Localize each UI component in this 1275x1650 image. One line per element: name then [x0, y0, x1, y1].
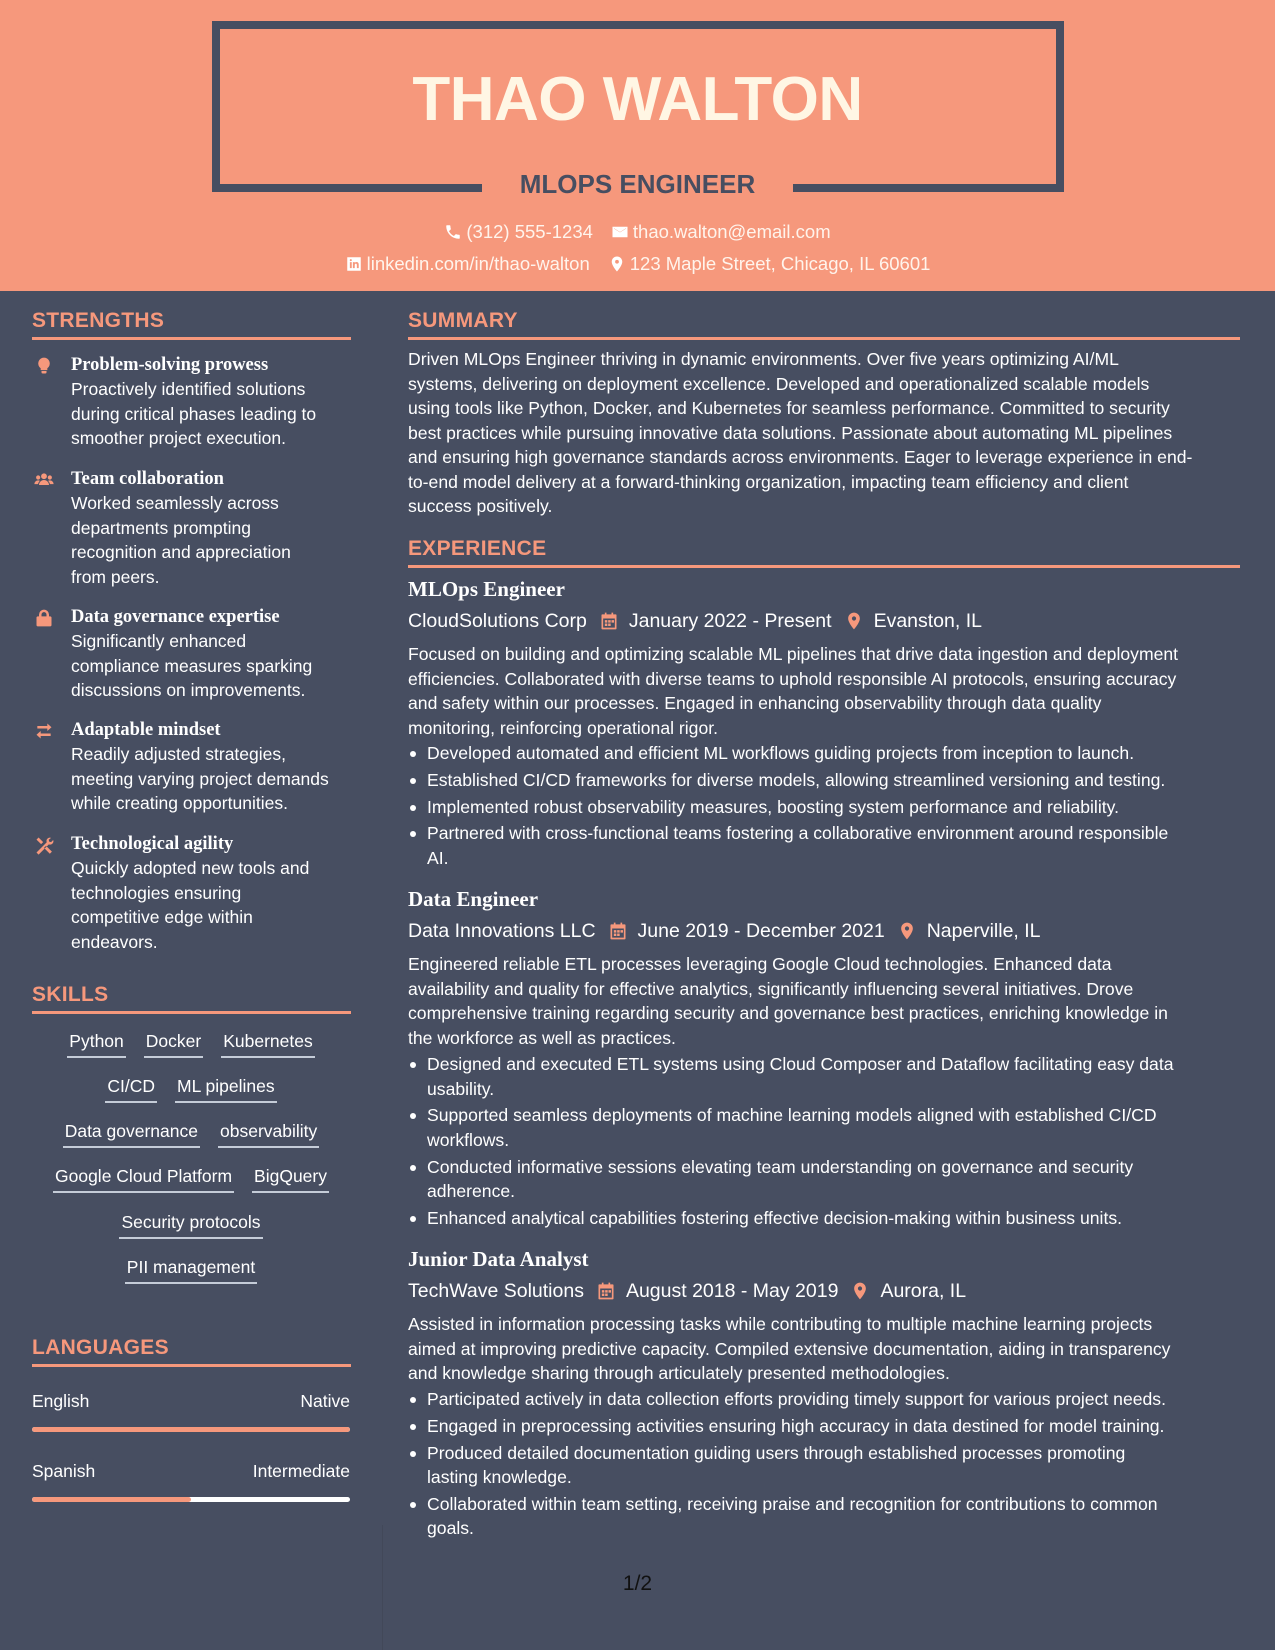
skills-row: [32, 1256, 350, 1284]
skills-row: [32, 1165, 350, 1193]
location-pin-icon: [850, 1281, 870, 1301]
bullet-item: [408, 1052, 1240, 1101]
exchange-arrows-icon: [34, 721, 54, 741]
calendar-icon: [608, 921, 628, 941]
desc-line: meeting varying project demands: [71, 768, 329, 789]
job-dates: August 2018 - May 2019: [625, 1280, 839, 1302]
languages-heading: LANGUAGES: [32, 1336, 169, 1359]
desc-line: aimed at improving predictive capacity. Compiled extensive documentation, aiding in transparency: [408, 1338, 1171, 1359]
job-location: Aurora, IL: [880, 1280, 967, 1302]
skill-tag: Python: [67, 1030, 125, 1058]
company-name: TechWave Solutions: [408, 1280, 584, 1302]
job-description: [408, 952, 1240, 1050]
desc-line: and knowledge sharing through articulately presented methodologies.: [408, 1363, 950, 1383]
desc-line: Proactively identified solutions: [71, 379, 306, 399]
users-icon: [34, 470, 54, 490]
desc-line: Engineered reliable ETL processes leveraging Google Cloud technologies. Enhanced data: [408, 954, 1112, 974]
calendar-icon: [599, 611, 619, 631]
contact-phone[interactable]: [444, 219, 593, 245]
bullet-item: [408, 1387, 1240, 1412]
calendar-icon: [596, 1281, 616, 1301]
strength-description: [71, 491, 352, 589]
bullet-line: Established CI/CD frameworks for diverse models, allowing streamlined versioning and testing.: [427, 769, 1166, 790]
desc-line: while creating opportunities.: [71, 793, 288, 813]
strength-title: Data governance expertise: [71, 607, 280, 627]
strengths-heading: STRENGTHS: [32, 309, 165, 332]
company-name: CloudSolutions Corp: [408, 610, 587, 632]
desc-line: and safety within our processes. Engaged in enhancing observability through data quality: [408, 693, 1102, 713]
job-title: MLOps Engineer: [408, 577, 565, 601]
language-level: Native: [300, 1391, 350, 1411]
language-item: [32, 1389, 350, 1432]
location-pin-icon: [608, 255, 626, 273]
skill-tag: Data governance: [63, 1120, 200, 1148]
strength-title: Problem-solving prowess: [71, 355, 269, 375]
language-name: Spanish: [32, 1461, 96, 1481]
bullet-line: Implemented robust observability measures, boosting system performance and reliability.: [427, 796, 1120, 817]
desc-line: smoother project execution.: [71, 428, 286, 448]
job-meta: [408, 1278, 966, 1304]
skills-row: [32, 1120, 350, 1148]
job-title: Junior Data Analyst: [408, 1247, 589, 1271]
bullet-line: Designed and executed ETL systems using Cloud Composer and Dataflow facilitating easy data: [427, 1054, 1174, 1074]
page-number: 1/2: [622, 1572, 653, 1595]
bullet-item: [408, 1441, 1240, 1490]
desc-line: from peers.: [71, 566, 160, 587]
bullet-item: [408, 1155, 1240, 1204]
summary-line: Driven MLOps Engineer thriving in dynamic environments. Over five years optimizing AI/ML: [408, 349, 1119, 369]
bullet-item: [408, 1414, 1240, 1439]
experience-heading: EXPERIENCE: [408, 537, 547, 560]
strength-item: [32, 353, 352, 451]
strength-item: [32, 832, 352, 954]
job-title: Data Engineer: [408, 887, 539, 911]
bullet-item: [408, 1206, 1240, 1231]
skill-tag: observability: [218, 1120, 319, 1148]
email-icon: [611, 223, 629, 241]
desc-line: recognition and appreciation: [71, 542, 291, 562]
bullet-item: [408, 741, 1240, 766]
contact-address: [608, 251, 931, 277]
job-meta: [408, 608, 982, 634]
job-bullets: [408, 741, 1240, 873]
desc-line: Readily adjusted strategies,: [71, 744, 286, 764]
summary-line: success positively.: [408, 496, 553, 516]
company-name: Data Innovations LLC: [408, 920, 596, 942]
strength-title: Technological agility: [71, 834, 234, 854]
language-name: English: [32, 1391, 90, 1411]
bullet-line: Supported seamless deployments of machine learning models aligned with established CI/CD: [427, 1105, 1157, 1126]
email-text: thao.walton@email.com: [632, 221, 831, 242]
skills-row: [32, 1030, 350, 1058]
desc-line: Quickly adopted new tools and: [71, 858, 310, 878]
language-proficiency-fill: [32, 1497, 191, 1502]
strength-description: [71, 629, 352, 703]
job-role-title: MLOPS ENGINEER: [482, 162, 793, 206]
desc-line: availability and quality for effective analytics, significantly influencing several initiatives. Drove: [408, 978, 1134, 999]
bullet-line: workflows.: [427, 1129, 510, 1150]
skill-tag: ML pipelines: [175, 1075, 277, 1103]
summary-heading: SUMMARY: [408, 309, 518, 332]
skills-row: [32, 1075, 350, 1103]
desc-line: Significantly enhanced: [71, 631, 247, 651]
desc-line: the workforce as well as practices.: [408, 1027, 676, 1048]
phone-icon: [444, 223, 462, 241]
strengths-rule: [32, 337, 351, 340]
bullet-line: Conducted informative sessions elevating team understanding on governance and security: [427, 1156, 1134, 1177]
bullet-line: Produced detailed documentation guiding users through established processes promoting: [427, 1442, 1126, 1463]
linkedin-text: linkedin.com/in/thao-walton: [366, 253, 590, 274]
bullet-line: Collaborated within team setting, receiving praise and recognition for contributions to common: [427, 1493, 1158, 1514]
desc-line: Assisted in information processing tasks while contributing to multiple machine learning projects: [408, 1314, 1153, 1334]
linkedin-icon: [345, 255, 363, 273]
skill-tag: Google Cloud Platform: [53, 1165, 234, 1193]
desc-line: monitoring, reinforcing operational rigor.: [408, 717, 719, 738]
strength-item: [32, 467, 352, 589]
job-bullets: [408, 1052, 1240, 1233]
desc-line: competitive edge within: [71, 907, 253, 927]
job-description: [408, 1312, 1240, 1386]
skills-row: [32, 1211, 350, 1239]
desc-line: compliance measures sparking: [71, 655, 313, 676]
lock-icon: [34, 608, 54, 628]
summary-rule: [408, 337, 1240, 340]
desc-line: technologies ensuring: [71, 882, 242, 903]
desc-line: endeavors.: [71, 931, 158, 952]
skill-tag: BigQuery: [252, 1165, 329, 1193]
experience-rule: [408, 565, 1240, 568]
skill-tag: Kubernetes: [221, 1030, 315, 1058]
summary-line: using tools like Python, Docker, and Kubernetes for seamless performance. Committed to security: [408, 398, 1170, 418]
address-text: 123 Maple Street, Chicago, IL 60601: [629, 253, 931, 274]
location-pin-icon: [897, 921, 917, 941]
bullet-item: [408, 1492, 1240, 1541]
summary-line: systems, delivering on deployment excellence. Developed and operationalized scalable models: [408, 373, 1150, 394]
contact-line-1: [0, 219, 1275, 245]
bullet-line: lasting knowledge.: [427, 1467, 572, 1488]
desc-line: efficiencies. Collaborated with diverse teams to uphold responsible AI protocols, ensuring accuracy: [408, 668, 1177, 689]
language-item: [32, 1459, 350, 1502]
bullet-line: adherence.: [427, 1181, 516, 1202]
strength-title: Adaptable mindset: [71, 720, 221, 740]
desc-line: Worked seamlessly across: [71, 493, 279, 513]
desc-line: discussions on improvements.: [71, 680, 306, 700]
job-dates: June 2019 - December 2021: [637, 920, 885, 942]
summary-line: best practices while pursuing innovative data solutions. Passionate about automating ML pipelines: [408, 422, 1173, 443]
bullet-line: goals.: [427, 1518, 474, 1539]
contact-linkedin[interactable]: [345, 251, 590, 277]
phone-text: (312) 555-1234: [466, 221, 593, 242]
bullet-line: Developed automated and efficient ML workflows guiding projects from inception to launch.: [427, 743, 1135, 763]
tools-icon: [34, 835, 54, 855]
job-location: Evanston, IL: [873, 610, 982, 632]
skills-rule: [32, 1011, 351, 1014]
language-level: Intermediate: [252, 1461, 350, 1481]
resume-header: [0, 0, 1275, 291]
contact-email[interactable]: [611, 219, 831, 245]
skills-heading: SKILLS: [32, 983, 109, 1006]
lightbulb-icon: [34, 356, 54, 376]
bullet-line: Partnered with cross-functional teams fostering a collaborative environment around responsible: [427, 823, 1169, 844]
job-location: Naperville, IL: [926, 920, 1041, 942]
desc-line: comprehensive training regarding security and governance best practices, enriching knowledge in: [408, 1003, 1168, 1023]
bullet-line: usability.: [427, 1078, 495, 1099]
summary-line: to-end model delivery at a forward-thinking organization, impacting team efficiency and client: [408, 471, 1129, 492]
skill-tag: PII management: [125, 1256, 257, 1284]
desc-line: Focused on building and optimizing scalable ML pipelines that drive data ingestion and deployment: [408, 644, 1179, 664]
language-proficiency-fill: [32, 1427, 350, 1432]
bullet-line: Participated actively in data collection efforts providing timely support for various project needs.: [427, 1389, 1166, 1409]
bullet-line: AI.: [427, 847, 449, 868]
candidate-name: THAO WALTON: [412, 65, 863, 134]
bullet-item: [408, 821, 1240, 870]
strength-description: [71, 856, 352, 954]
bullet-item: [408, 1103, 1240, 1152]
bullet-item: [408, 768, 1240, 793]
strength-title: Team collaboration: [71, 469, 224, 489]
language-proficiency-bar: [32, 1497, 350, 1502]
summary-line: and ensuring high governance standards across environments. Eager to leverage experience in end-: [408, 447, 1193, 467]
desc-line: during critical phases leading to: [71, 403, 317, 424]
desc-line: departments prompting: [71, 517, 251, 538]
bullet-line: Enhanced analytical capabilities fostering effective decision-making within business units.: [427, 1207, 1123, 1228]
job-bullets: [408, 1387, 1240, 1543]
job-dates: January 2022 - Present: [628, 610, 832, 632]
bullet-item: [408, 795, 1240, 820]
strength-item: [32, 605, 352, 703]
strength-description: [71, 377, 352, 451]
summary-text: [408, 347, 1240, 519]
skill-tag: Security protocols: [119, 1211, 262, 1239]
job-description: [408, 642, 1240, 740]
contact-line-2: [0, 251, 1275, 277]
job-meta: [408, 918, 1041, 944]
strength-description: [71, 742, 352, 816]
languages-rule: [32, 1364, 351, 1367]
skill-tag: CI/CD: [105, 1075, 157, 1103]
skill-tag: Docker: [144, 1030, 203, 1058]
language-proficiency-bar: [32, 1427, 350, 1432]
strength-item: [32, 718, 352, 816]
location-pin-icon: [844, 611, 864, 631]
bullet-line: Engaged in preprocessing activities ensuring high accuracy in data destined for model training.: [427, 1415, 1165, 1436]
